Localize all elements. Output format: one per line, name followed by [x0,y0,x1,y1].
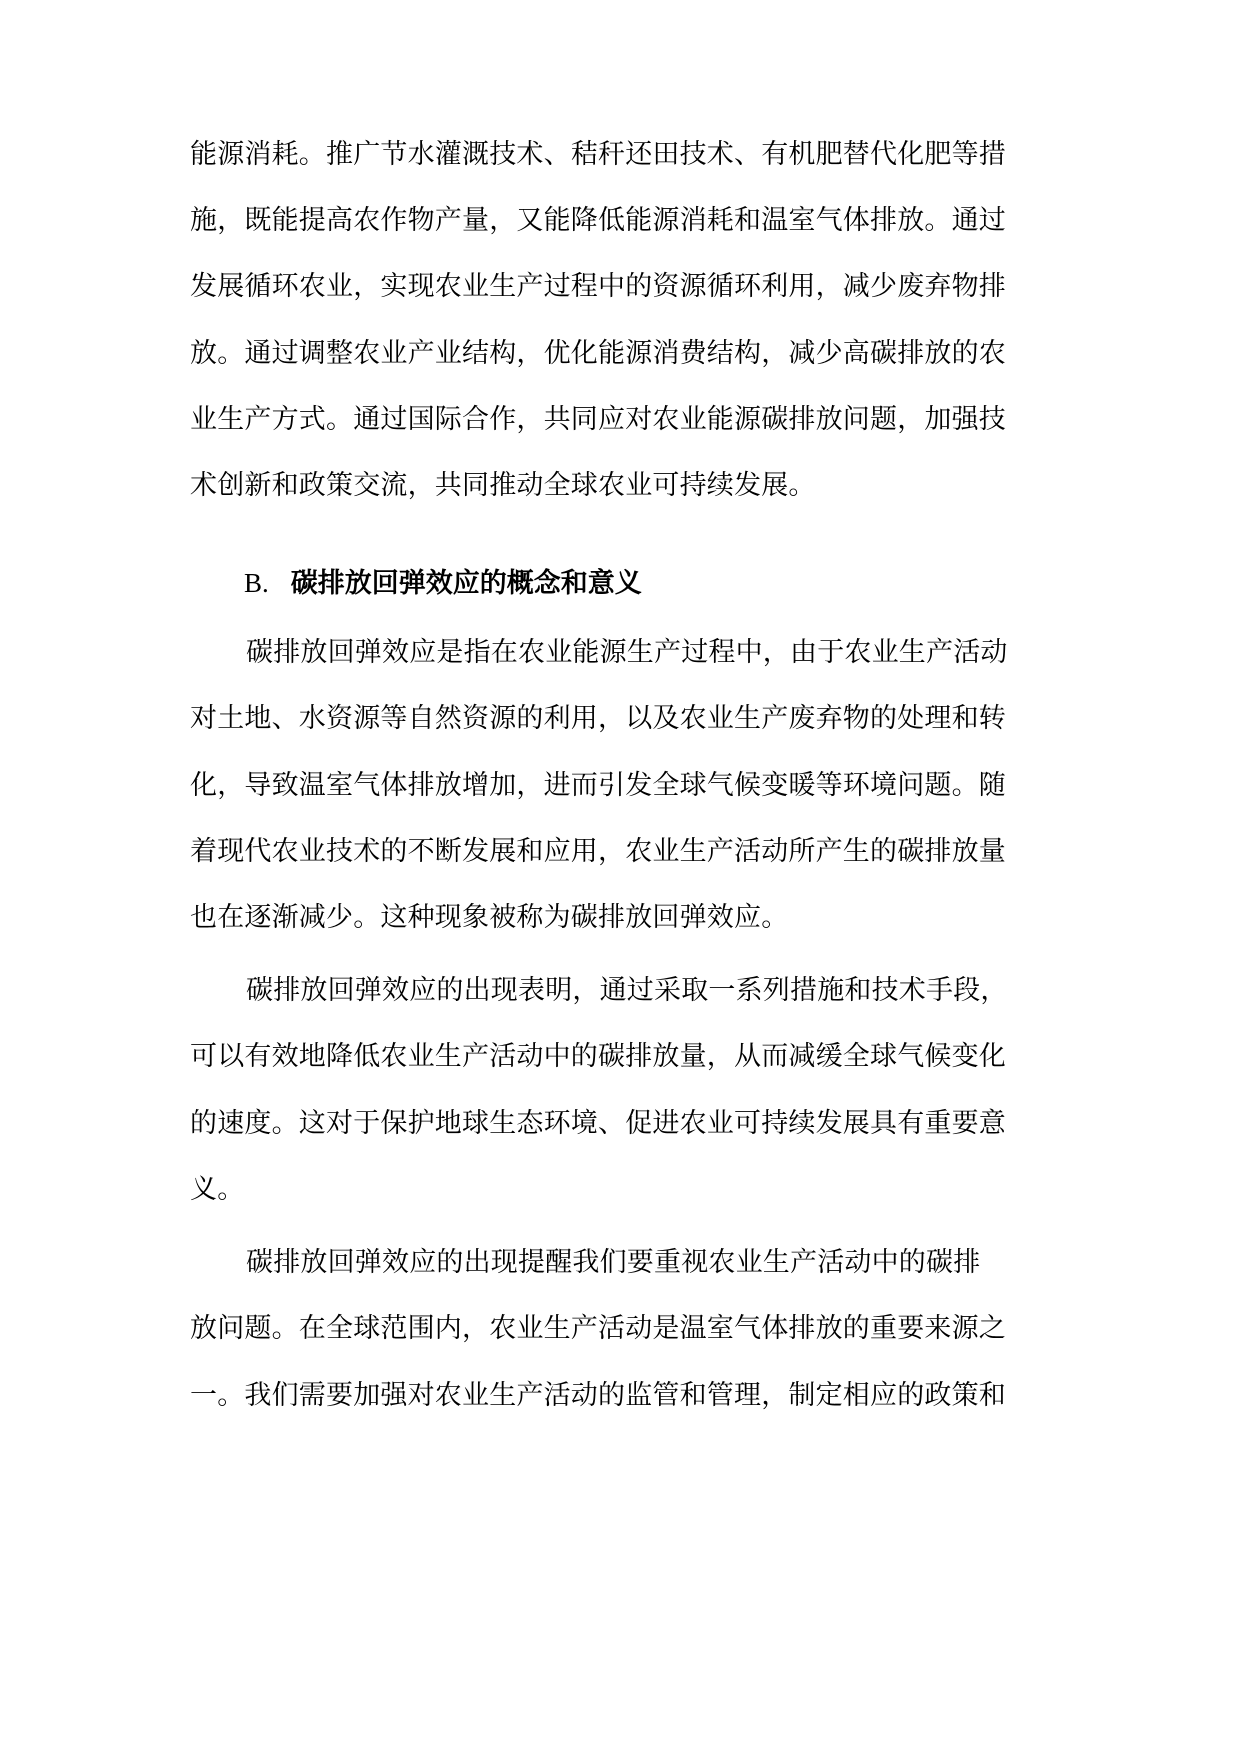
text-line: 一。我们需要加强对农业生产活动的监管和管理，制定相应的政策和 [190,1380,1006,1411]
text-line: 术创新和政策交流，共同推动全球农业可持续发展。 [190,470,816,501]
text-line: 碳排放回弹效应是指在农业能源生产过程中，由于农业生产活动 [246,637,1008,668]
text-line: 可以有效地降低农业生产活动中的碳排放量，从而减缓全球气候变化 [190,1041,1006,1072]
text-line: 也在逐渐减少。这种现象被称为碳排放回弹效应。 [190,902,789,933]
text-line: 对土地、水资源等自然资源的利用，以及农业生产废弃物的处理和转 [190,703,1006,734]
text-line: 义。 [190,1174,245,1205]
text-line: 业生产方式。通过国际合作，共同应对农业能源碳排放问题，加强技 [190,404,1006,435]
text-line: 碳排放回弹效应的出现提醒我们要重视农业生产活动中的碳排 [246,1247,981,1278]
text-line: 放问题。在全球范围内，农业生产活动是温室气体排放的重要来源之 [190,1313,1006,1344]
section-heading [244,563,1064,604]
section-letter: B. [244,568,269,598]
text-line: 的速度。这对于保护地球生态环境、促进农业可持续发展具有重要意 [190,1108,1006,1139]
text-line: 放。通过调整农业产业结构，优化能源消费结构，减少高碳排放的农 [190,338,1006,369]
text-line: 能源消耗。推广节水灌溉技术、秸秆还田技术、有机肥替代化肥等措 [190,139,1006,170]
text-line: 碳排放回弹效应的出现表明，通过采取一系列措施和技术手段， [246,975,1008,1006]
text-line: 发展循环农业，实现农业生产过程中的资源循环利用，减少废弃物排 [190,271,1006,302]
text-line: 化，导致温室气体排放增加，进而引发全球气候变暖等环境问题。随 [190,770,1006,801]
text-line: 着现代农业技术的不断发展和应用，农业生产活动所产生的碳排放量 [190,836,1006,867]
section-title: 碳排放回弹效应的概念和意义 [290,568,642,599]
text-line: 施，既能提高农作物产量，又能降低能源消耗和温室气体排放。通过 [190,205,1006,236]
